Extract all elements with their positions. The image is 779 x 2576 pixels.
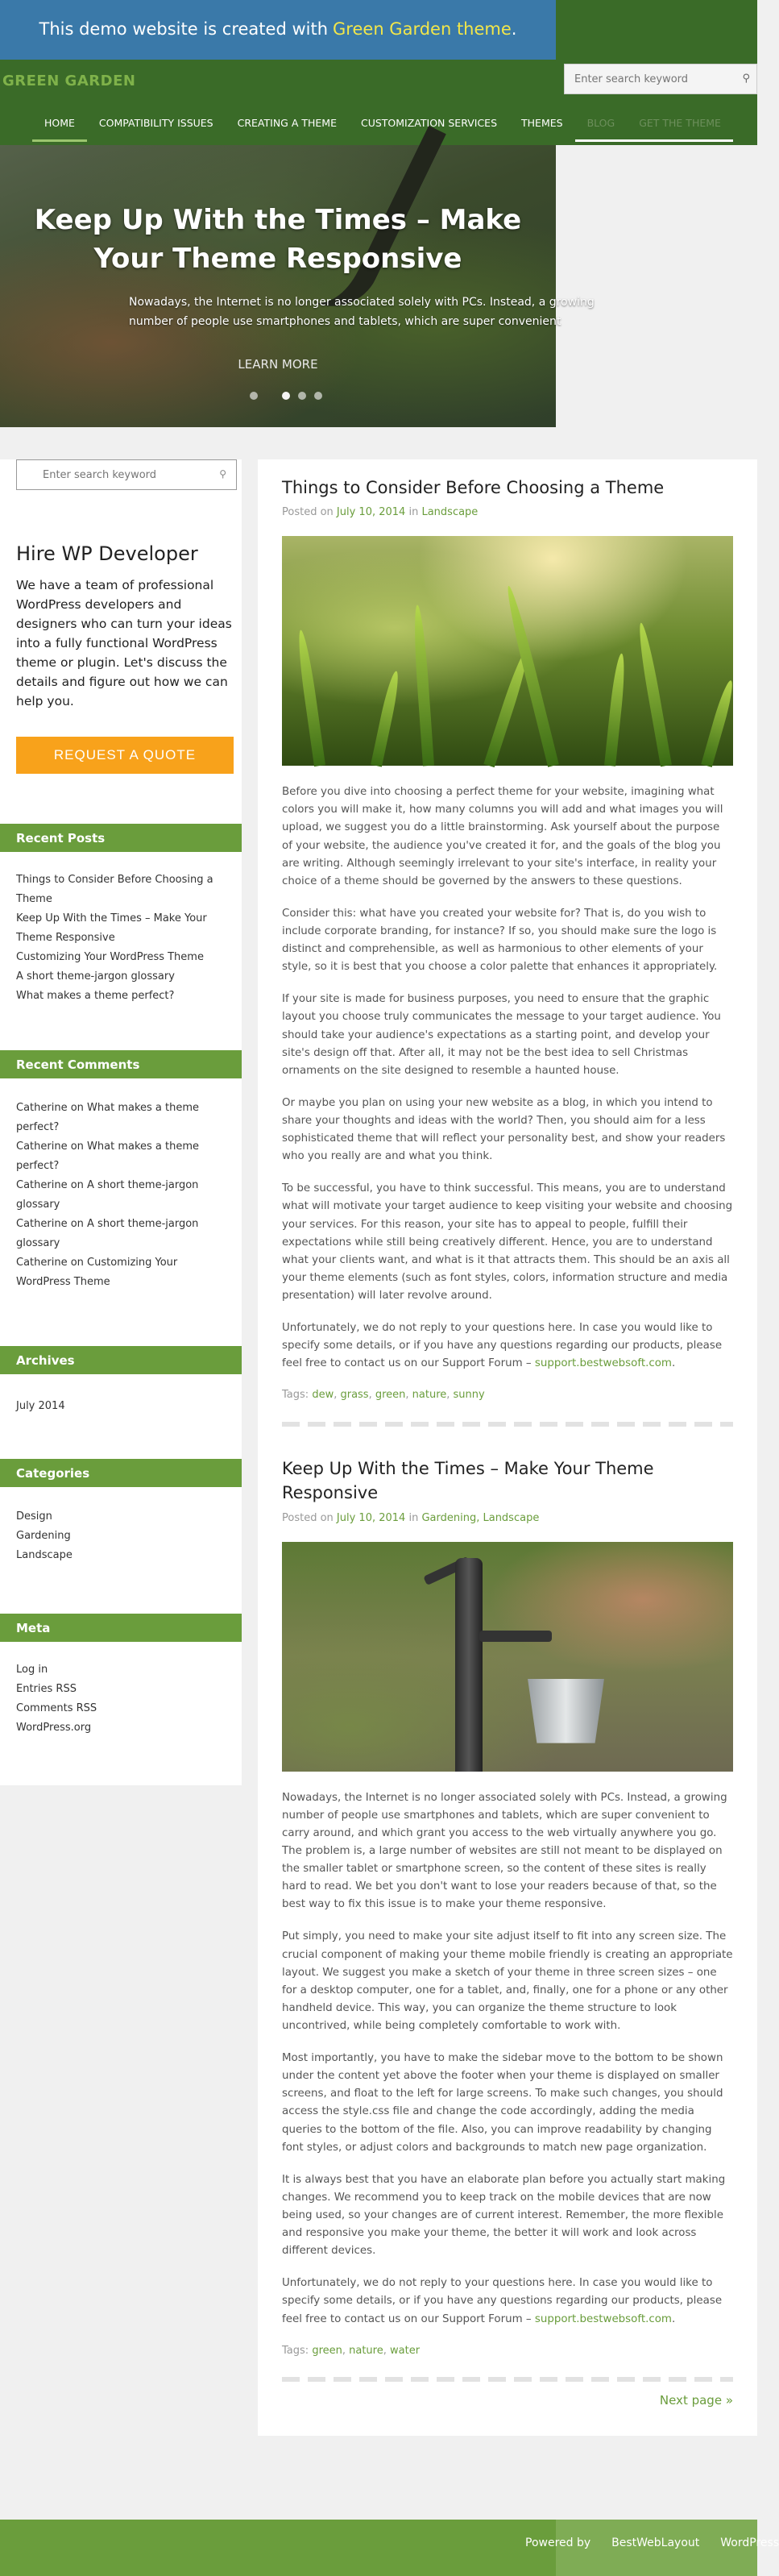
slider-dots [250, 392, 322, 400]
tags-label: Tags: [282, 2344, 309, 2357]
post-closing-text: Unfortunately, we do not reply to your questions here. In case you would like to specify some details, or if you have any questions regarding our products, please feel free to contact us on our Support Forum – [282, 1322, 723, 1370]
archives-title: Archives [0, 1346, 242, 1374]
recent-comments-list [16, 1099, 234, 1292]
post-closing: Unfortunately, we do not reply to your questions here. In case you would like to specify some details, or if you have any questions regarding our products, please feel free to contact us on our Support Forum – support.bestwebsoft.com. [282, 2277, 723, 2325]
recent-posts-list [16, 870, 234, 1006]
tag-link[interactable]: green [375, 1389, 406, 1402]
slider-text-line-1: Nowadays, the Internet is no longer associated solely with PCs. Instead, a growing [129, 296, 595, 309]
tag-link[interactable]: nature [349, 2344, 383, 2357]
categories-list [16, 1507, 234, 1565]
post-body [282, 1789, 733, 2329]
category-link[interactable]: Landscape [16, 1549, 73, 1562]
post-tags: Tags: dew, grass, green, nature, sunny [282, 1389, 485, 1402]
tag-link[interactable]: dew [312, 1389, 334, 1402]
list-item [16, 1660, 234, 1680]
meta-entries-rss-link[interactable]: Entries RSS [16, 1683, 77, 1696]
tag-link[interactable]: sunny [453, 1389, 485, 1402]
slider-text [129, 293, 595, 332]
tag-link[interactable]: green [312, 2344, 342, 2357]
hire-widget-title: Hire WP Developer [16, 542, 198, 565]
meta-login-link[interactable]: Log in [16, 1664, 48, 1676]
next-page-link[interactable]: Next page » [659, 2393, 733, 2408]
post-article [282, 1456, 733, 2382]
slider-title: Keep Up With the Times – Make Your Theme Responsive [34, 204, 522, 275]
tag-link[interactable]: nature [412, 1389, 447, 1402]
post-date-link[interactable]: July 10, 2014 [336, 506, 406, 519]
search-icon[interactable]: ⚲ [219, 468, 226, 480]
list-item [16, 870, 234, 909]
recent-comment-link[interactable]: Catherine on A short theme-jargon glossary [16, 1179, 199, 1211]
post-paragraph: If your site is made for business purposes, you need to ensure that the graphic layout you choose truly communicates the message to your target audience. You should take your audience's expectations as a starting point, and develop your site's design off that. After all, it may not be the best idea to sell Christmas ornaments on the site designed to resemble a haunted house. [282, 993, 721, 1077]
meta-comments-rss-link[interactable]: Comments RSS [16, 1702, 97, 1715]
list-item [16, 1253, 234, 1292]
post-date-link[interactable]: July 10, 2014 [336, 1511, 406, 1524]
post-paragraph: It is always best that you have an elaborate plan before you actually start making changes. We recommend you to keep track on the mobile devices that are now being used, so your changes are of current interest. Remember, the more flexible and responsive you make your theme, the better it will work and look across different devices. [282, 2173, 726, 2258]
support-link[interactable]: support.bestwebsoft.com [534, 1357, 672, 1370]
nav-item-home[interactable]: HOME [32, 109, 87, 145]
category-link[interactable]: Gardening [16, 1530, 71, 1543]
footer-bestweblayout-link[interactable]: BestWebLayout [611, 2537, 700, 2549]
slider-dot-3[interactable] [282, 392, 290, 400]
post-meta [282, 1510, 733, 1527]
recent-posts-title: Recent Posts [0, 824, 242, 852]
meta-wordpress-link[interactable]: WordPress.org [16, 1722, 92, 1735]
post-divider [282, 1422, 733, 1427]
archives-list [16, 1397, 234, 1416]
demo-theme-link[interactable]: Green Garden theme [333, 19, 512, 39]
demo-banner [0, 0, 556, 60]
recent-post-link[interactable]: What makes a theme perfect? [16, 990, 175, 1003]
list-item [16, 987, 234, 1006]
list-item [16, 909, 234, 948]
recent-comments-title: Recent Comments [0, 1050, 242, 1078]
nav-item-blog[interactable]: BLOG [575, 109, 628, 145]
categories-title: Categories [0, 1459, 242, 1487]
site-header [0, 0, 757, 145]
list-item [16, 1137, 234, 1176]
post-tags: Tags: green, nature, water [282, 2344, 421, 2357]
post-paragraph: Put simply, you need to make your site adjust itself to fit into any screen size. The crucial component of making your theme mobile friendly is creating an appropriate layout. We suggest you make a sketch of your theme in three screen sizes – one for a desktop computer, one for a tablet, and, finally, one for a phone or any other handheld device. This way, you can organize the theme structure to look uncontrived, while being completely comfortable to work with. [282, 1930, 733, 2032]
recent-comment-link[interactable]: Catherine on A short theme-jargon glossary [16, 1218, 199, 1250]
nav-item-themes[interactable]: THEMES [521, 117, 563, 129]
footer-wordpress-link[interactable]: WordPress [720, 2537, 779, 2549]
tag-link[interactable]: grass [340, 1389, 369, 1402]
post-paragraph: To be successful, you have to think successful. This means, you are to understand what will motivate your target audience to keep visiting your website and choosing your services. For this reason, your site has to appeal to people, fulfill their expectations while still being creatively different. Hence, you are to understand what your clients want, and what is it that attracts them. This should be an axis all your theme elements (such as font styles, colors, information structure and media presentation) will later revolve around. [282, 1182, 733, 1302]
hire-widget-text: We have a team of professional WordPress developers and designers who can turn your ideas into a fully functional WordPress theme or plugin. Let's discuss the details and figure out how we can help you. [16, 578, 232, 709]
list-item [16, 1507, 234, 1527]
search-icon[interactable]: ⚲ [742, 72, 750, 85]
post-paragraph: Most importantly, you have to make the sidebar move to the bottom to be shown under the content yet above the footer when your theme is displayed on smaller screens, and float to the left for large screens. To make such changes, you should access the style.css file and change the code accordingly, adding the media queries to the bottom of the file. Also, you can improve readability by changing font styles, or adjust colors and backgrounds to match new page organization. [282, 2052, 723, 2154]
slider-text-line-2: number of people use smartphones and tablets, which are super convenient [129, 314, 561, 328]
recent-post-link[interactable]: A short theme-jargon glossary [16, 970, 175, 983]
request-quote-button[interactable]: REQUEST A QUOTE [16, 737, 234, 774]
list-item [16, 948, 234, 967]
post-paragraph: Before you dive into choosing a perfect theme for your website, imagining what colors you will make it, how many columns you will add and what images you will upload, we suggest you do a little brainstorming. Ask yourself about the purpose of your website, the audience you've created it for, and the goals of the blog you are writing. Although seemingly irrelevant to your site's interface, in reality your choice of a theme should be governed by the answers to these questions. [282, 786, 723, 887]
recent-post-link[interactable]: Things to Consider Before Choosing a Theme [16, 874, 213, 906]
header-search[interactable] [564, 64, 757, 94]
list-item [16, 1718, 234, 1738]
post-closing: Unfortunately, we do not reply to your questions here. In case you would like to specify some details, or if you have any questions regarding our products, please feel free to contact us on our Support Forum – support.bestwebsoft.com. [282, 1322, 723, 1370]
post-body [282, 783, 733, 1373]
hero-slider [0, 145, 595, 427]
post-closing-text: Unfortunately, we do not reply to your questions here. In case you would like to specify some details, or if you have any questions regarding our products, please feel free to contact us on our Support Forum – [282, 2277, 723, 2325]
list-item [16, 1699, 234, 1718]
list-item [16, 1397, 234, 1416]
sidebar [0, 459, 242, 1785]
archive-link[interactable]: July 2014 [16, 1400, 65, 1412]
slider-learn-more[interactable]: LEARN MORE [238, 357, 318, 372]
post-in: in [408, 1511, 419, 1524]
meta-title: Meta [0, 1614, 242, 1642]
demo-banner-text: This demo website is created with [39, 19, 329, 39]
recent-post-link[interactable]: Customizing Your WordPress Theme [16, 951, 204, 964]
main-nav [0, 109, 757, 145]
nav-item-customization-services[interactable]: CUSTOMIZATION SERVICES [360, 117, 498, 129]
sidebar-search[interactable] [16, 459, 237, 490]
header-search-input[interactable] [574, 73, 742, 85]
footer-powered-by: Powered by [525, 2537, 591, 2549]
post-paragraph: Nowadays, the Internet is no longer associated solely with PCs. Instead, a growing number of people use smartphones and tablets, which are super convenient to carry around, and which grant you access to the web virtually anywhere you go. The problem is, a large number of websites are still not meant to be displayed on the smaller tablet or smartphone screen, so the content of these sites is really hard to read. We bet you don't want to lose your readers because of that, so the best way to fix this issue is to make your theme responsive. [282, 1791, 727, 1911]
tags-label: Tags: [282, 1389, 309, 1402]
list-item [16, 967, 234, 987]
recent-comment-link[interactable]: Catherine on Customizing Your WordPress Theme [16, 1257, 178, 1289]
recent-comment-link[interactable]: Catherine on What makes a theme perfect? [16, 1102, 200, 1134]
recent-comment-link[interactable]: Catherine on What makes a theme perfect? [16, 1141, 200, 1173]
post-posted-on: Posted on [282, 506, 334, 519]
tag-link[interactable]: water [390, 2344, 421, 2357]
post-paragraph: Consider this: what have you created your website for? That is, do you wish to include corporate branding, for instance? If so, you should make sure the logo is distinct and comprehensible, as well as harmonious to other elements of your style, so it is best that you choose a color palette that enhances it appropriately. [282, 907, 718, 974]
list-item [16, 1680, 234, 1699]
list-item [16, 1527, 234, 1546]
meta-list [16, 1660, 234, 1738]
slider-dot-5[interactable] [314, 392, 322, 400]
list-item [16, 1176, 234, 1215]
list-item [16, 1099, 234, 1137]
footer-credits [525, 2534, 779, 2552]
main-content [258, 459, 757, 2436]
post-article [282, 476, 733, 1427]
list-item [16, 1546, 234, 1565]
post-image[interactable] [282, 536, 733, 766]
post-title[interactable]: Keep Up With the Times – Make Your Theme Responsive [282, 1459, 654, 1503]
support-link[interactable]: support.bestwebsoft.com [534, 2312, 672, 2325]
post-posted-on: Posted on [282, 1511, 334, 1524]
site-footer [0, 2520, 779, 2576]
post-in: in [408, 506, 419, 519]
post-category-link[interactable]: Gardening, Landscape [421, 1511, 540, 1524]
list-item [16, 1215, 234, 1253]
sidebar-search-input[interactable] [43, 469, 219, 481]
post-category-link[interactable]: Landscape [421, 506, 479, 519]
post-paragraph: Or maybe you plan on using your new website as a blog, in which you intend to share your thoughts and ideas with the world? Then, you should aim for a less sophisticated theme that will reflect your personality best, and show your readers who you really are and what you think. [282, 1096, 726, 1163]
nav-item-creating-a-theme[interactable]: CREATING A THEME [237, 117, 337, 129]
site-logo[interactable]: GREEN GARDEN [2, 73, 136, 89]
slider-dot-4[interactable] [298, 392, 306, 400]
post-title[interactable]: Things to Consider Before Choosing a Theme [282, 478, 665, 497]
post-image[interactable] [282, 1542, 733, 1772]
post-meta [282, 505, 733, 521]
demo-banner-suffix: . [511, 19, 517, 39]
category-link[interactable]: Design [16, 1510, 52, 1523]
post-divider [282, 2377, 733, 2382]
recent-post-link[interactable]: Keep Up With the Times – Make Your Theme Responsive [16, 912, 207, 945]
nav-item-get-the-theme[interactable]: GET THE THEME [627, 109, 733, 145]
nav-item-compatibility-issues[interactable]: COMPATIBILITY ISSUES [98, 117, 213, 129]
slider-dot-1[interactable] [250, 392, 258, 400]
